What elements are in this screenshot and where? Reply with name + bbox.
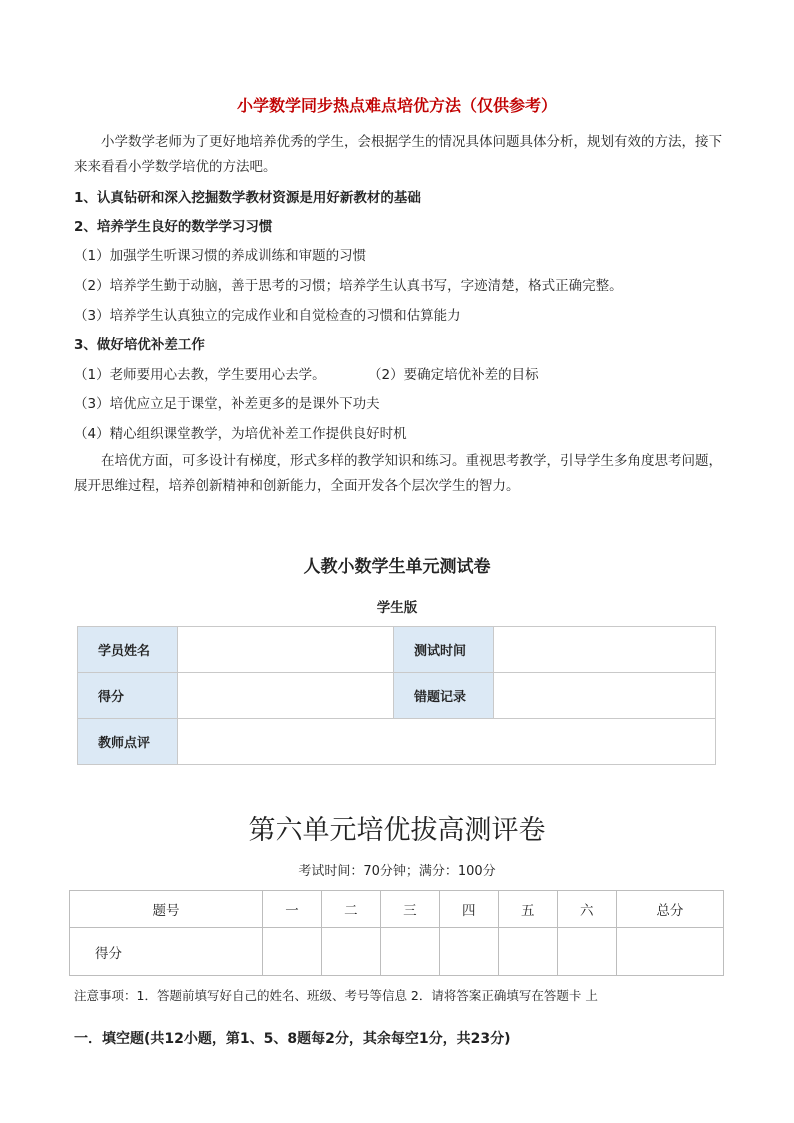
score-header-cell: 四: [439, 891, 498, 928]
student-version-label: 学生版: [376, 600, 418, 616]
heading-1: 1、认真钻研和深入挖掘数学教材资源是用好新教材的基础: [74, 190, 421, 206]
score-header-cell: 一: [262, 891, 321, 928]
habit-item-1: （1）加强学生听课习惯的养成训练和审题的习惯: [74, 248, 367, 264]
score-header-cell: 六: [557, 891, 616, 928]
heading-2: 2、培养学生良好的数学学习习惯: [74, 219, 273, 235]
test-paper-title: 人教小数学生单元测试卷: [303, 557, 491, 577]
error-record-field[interactable]: [494, 673, 716, 719]
error-record-label: 错题记录: [394, 673, 494, 719]
habit-item-3: （3）培养学生认真独立的完成作业和自觉检查的习惯和估算能力: [74, 308, 461, 324]
test-time-label: 测试时间: [394, 627, 494, 673]
fill-blank-section-title: 一．填空题(共12小题，第1、5、8题每2分，其余每空1分，共23分): [74, 1031, 511, 1047]
score-row-label: 得分: [70, 928, 263, 976]
score-cell[interactable]: [557, 928, 616, 976]
teacher-comment-field[interactable]: [178, 719, 716, 765]
score-header-cell: 三: [380, 891, 439, 928]
test-time-field[interactable]: [494, 627, 716, 673]
score-cell[interactable]: [616, 928, 723, 976]
tutoring-item-2: （2）要确定培优补差的目标: [368, 367, 539, 383]
score-header-cell: 二: [321, 891, 380, 928]
score-cell[interactable]: [439, 928, 498, 976]
article-intro: 小学数学老师为了更好地培养优秀的学生，会根据学生的情况具体问题具体分析，规划有效的方法，接下来来看看小学数学培优的方法吧。: [74, 134, 722, 175]
article-title: 小学数学同步热点难点培优方法（仅供参考）: [236, 96, 557, 115]
score-label: 得分: [78, 673, 178, 719]
score-field[interactable]: [178, 673, 394, 719]
score-cell[interactable]: [262, 928, 321, 976]
exam-info: 考试时间：70分钟；满分：100分: [298, 864, 496, 879]
score-header-cell: 题号: [70, 891, 263, 928]
score-cell[interactable]: [498, 928, 557, 976]
article-conclusion: 在培优方面，可多设计有梯度，形式多样的教学知识和练习。重视思考教学，引导学生多角度思考问题，展开思维过程，培养创新精神和创新能力，全面开发各个层次学生的智力。: [74, 453, 722, 494]
teacher-comment-label: 教师点评: [78, 719, 178, 765]
score-table: [69, 890, 724, 976]
heading-3: 3、做好培优补差工作: [74, 337, 205, 353]
score-cell[interactable]: [321, 928, 380, 976]
tutoring-item-3: （3）培优应立足于课堂，补差更多的是课外下功夫: [74, 396, 380, 412]
tutoring-item-4: （4）精心组织课堂教学，为培优补差工作提供良好时机: [74, 426, 407, 442]
tutoring-item-1: （1）老师要用心去教，学生要用心去学。: [74, 367, 326, 383]
student-name-label: 学员姓名: [78, 627, 178, 673]
exam-title: 第六单元培优拔高测评卷: [248, 815, 546, 846]
habit-item-2: （2）培养学生勤于动脑，善于思考的习惯；培养学生认真书写，字迹清楚，格式正确完整。: [74, 278, 623, 294]
score-header-cell: 总分: [616, 891, 723, 928]
student-info-table: [77, 626, 716, 765]
student-name-field[interactable]: [178, 627, 394, 673]
score-cell[interactable]: [380, 928, 439, 976]
score-header-cell: 五: [498, 891, 557, 928]
exam-notice: 注意事项：1．答题前填写好自己的姓名、班级、考号等信息 2．请将答案正确填写在答题卡 上: [74, 988, 598, 1003]
